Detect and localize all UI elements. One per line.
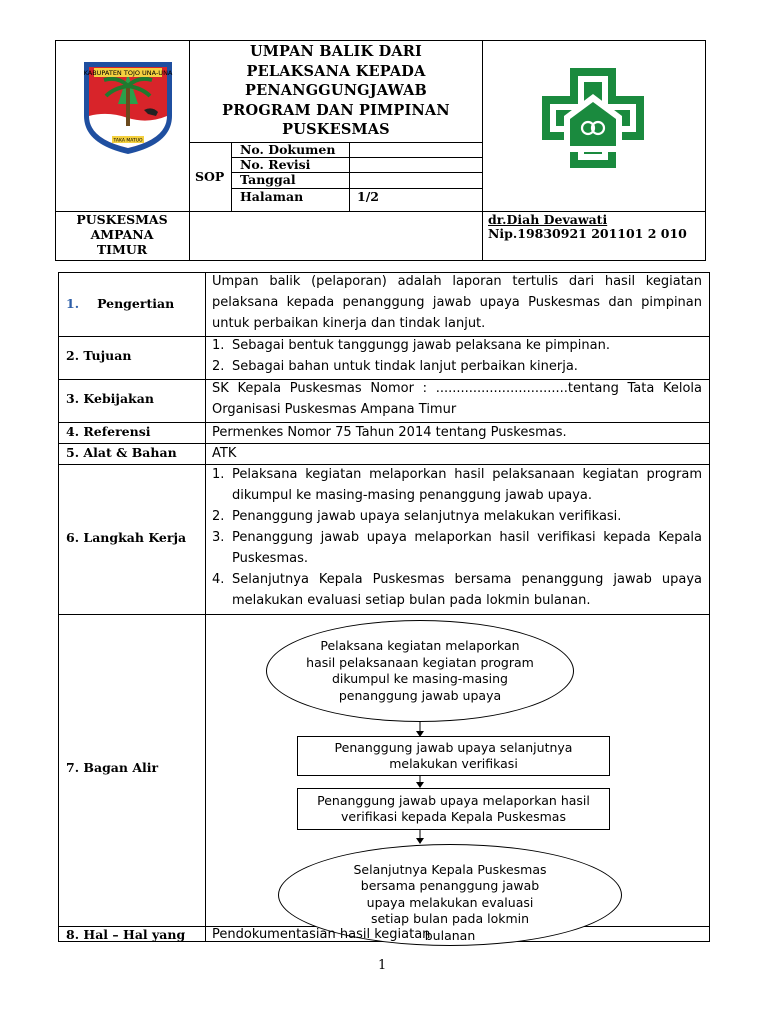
title-line-4: PROGRAM DAN PIMPINAN [222,101,450,119]
section-label-kebijakan: 3. Kebijakan [66,391,154,406]
section-text-referensi: Permenkes Nomor 75 Tahun 2014 tentang Puskesmas. [212,425,567,440]
section-list-tujuan [212,335,702,377]
section-text-hal-hal: Pendokumentasian hasil kegiatan [212,927,431,942]
section-label-hal-hal: 8. Hal – Hal yang [66,927,186,942]
signer-name: dr.Diah Devawati [488,212,608,227]
meta-label-no-revisi: No. Revisi [240,157,311,172]
section-label-tujuan: 2. Tujuan [66,348,132,363]
list-item: 3. Penanggung jawab upaya melaporkan hasil verifikasi kepada Kepala Puskesmas. [212,530,702,566]
title-line-5: PUSKESMAS [282,121,390,139]
section-label-bagan-alir: 7. Bagan Alir [66,760,159,775]
puskesmas-logo-icon [540,66,646,170]
signer-nip: Nip.19830921 201101 2 010 [488,226,687,241]
sop-label: SOP [195,169,225,184]
list-item: 2. Sebagai bahan untuk tindak lanjut perbaikan kinerja. [212,359,578,374]
page-number: 1 [378,958,387,973]
flow-step-verifikasi: Penanggung jawab upaya selanjutnya melakukan verifikasi [297,736,610,776]
document-title [190,40,482,142]
list-item: 1. Pelaksana kegiatan melaporkan hasil pelaksanaan kegiatan program dikumpul ke masing-masing penanggung jawab upaya. [212,467,702,503]
section-text-alat-bahan: ATK [212,446,237,461]
section-label-pengertian: 1. Pengertian [66,296,175,311]
section-label-referensi: 4. Referensi [66,424,151,439]
emblem-motto: TAKA MATUO [113,138,143,144]
title-line-2: PELAKSANA KEPADA [246,62,426,80]
flow-step-lapor: Penanggung jawab upaya melaporkan hasil verifikasi kepada Kepala Puskesmas [297,788,610,830]
section-label-alat-bahan: 5. Alat & Bahan [66,445,177,460]
emblem-banner: KABUPATEN TOJO UNA-UNA [83,69,173,77]
title-line-1: UMPAN BALIK DARI [249,43,423,61]
meta-label-tanggal: Tanggal [240,172,296,187]
meta-value-halaman: 1/2 [357,189,379,204]
meta-label-halaman: Halaman [240,189,304,204]
unit-name: PUSKESMAS AMPANA TIMUR [76,212,168,257]
section-text-pengertian: Umpan balik (pelaporan) adalah laporan tertulis dari hasil kegiatan pelaksana kepada penanggung jawab upaya Puskesmas dan pimpinan untuk perbaikan kinerja dan tindak lanjut. [212,274,702,331]
kabupaten-emblem-icon [78,56,178,156]
flow-step-start: Pelaksana kegiatan melaporkan hasil pelaksanaan kegiatan program dikumpul ke masing-masing penanggung jawab upaya [266,620,574,722]
list-item: 4. Selanjutnya Kepala Puskesmas bersama penanggung jawab upaya melakukan evaluasi setiap bulan pada lokmin bulanan. [212,572,702,608]
list-item: 1. Sebagai bentuk tanggungg jawab pelaksana ke pimpinan. [212,338,610,353]
title-line-3: PENANGGUNGJAWAB [244,82,427,100]
flow-step-end: Selanjutnya Kepala Puskesmas bersama penanggung jawab upaya melakukan evaluasi setiap bulan pada lokmin bulanan [278,844,622,946]
section-label-langkah-kerja: 6. Langkah Kerja [66,530,187,545]
list-item: 2. Penanggung jawab upaya selanjutnya melakukan verifikasi. [212,509,622,524]
section-text-kebijakan: SK Kepala Puskesmas Nomor : ................................tentang Tata Kelola Organisasi Puskesmas Ampana Timur [212,381,702,417]
meta-label-no-dokumen: No. Dokumen [240,142,336,157]
section-list-langkah-kerja [212,464,702,611]
